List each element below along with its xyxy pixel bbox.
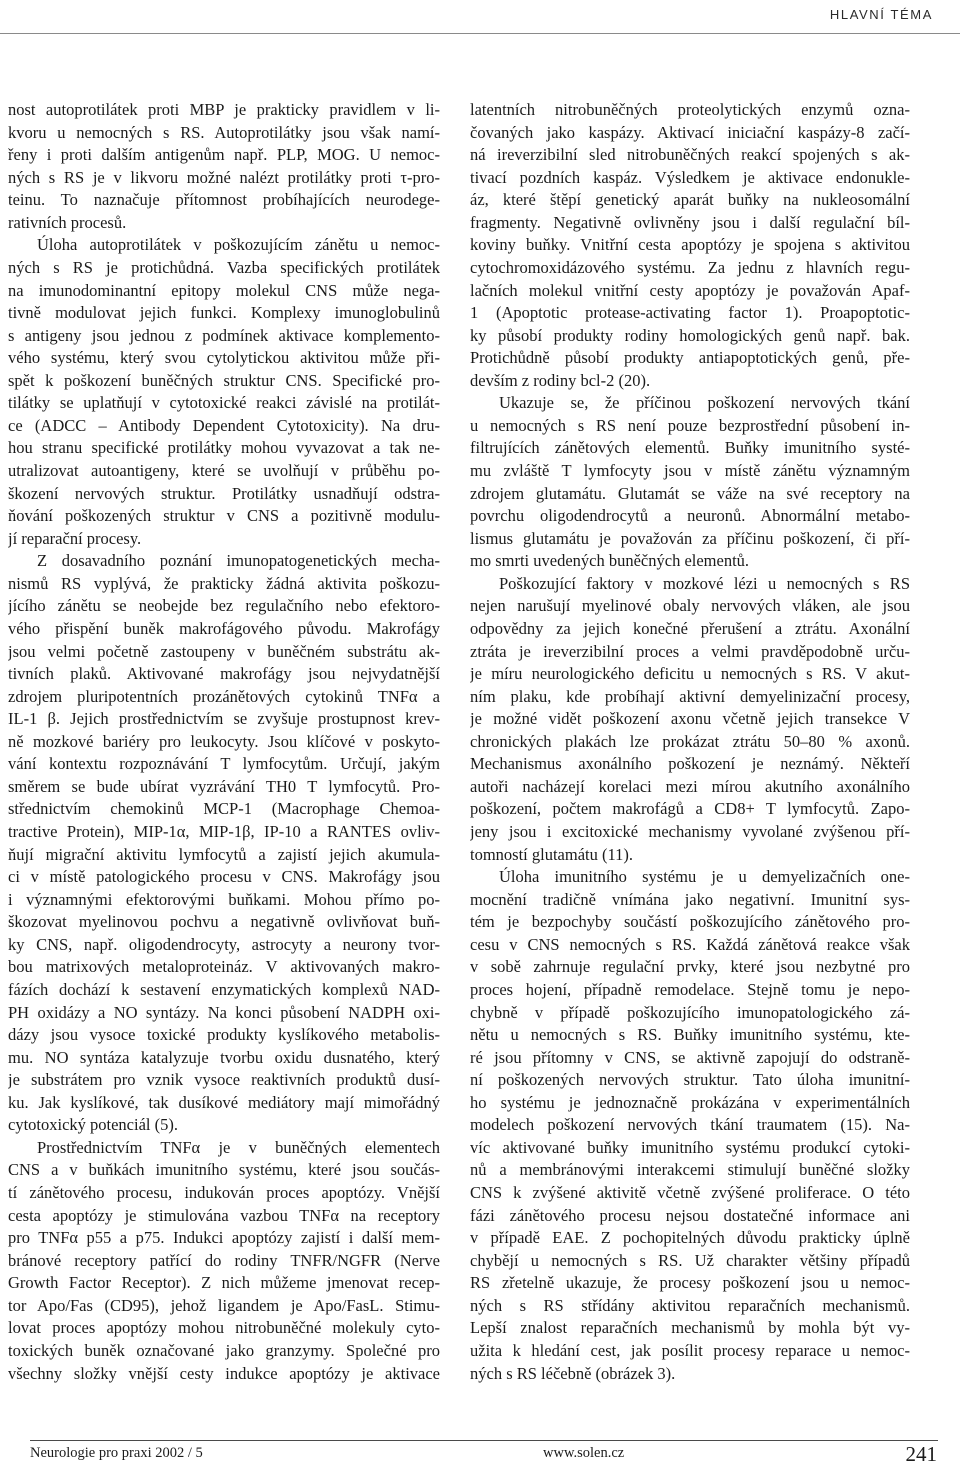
text-line: pro TNFα p55 a p75. Indukci apoptózy zajistí i další mem-: [8, 1228, 440, 1248]
text-line: koviny buňky. Vnitřní cesta apoptózy je spojena s aktivitou: [470, 235, 910, 255]
text-line: chybně v případě poškozujícího imunopatologického zá-: [470, 1002, 910, 1022]
text-line: mu zvláště T lymfocyty jsou v místě zánětu významným: [470, 461, 910, 480]
text-line: odpovědny za jejich konečné přerušení a ztrátu. Axonální: [470, 618, 910, 638]
text-line: filtrujících zánětových elementů. Buňky imunitního systé-: [470, 438, 910, 458]
text-line: cesta apoptózy je stimulována vazbou TNFα na receptory: [8, 1205, 440, 1225]
text-line: bou matrixových metaloproteináz. V aktivovaných makro-: [8, 957, 440, 977]
footer-rule: [30, 1440, 938, 1441]
text-line: nů a membránovými interakcemi stimulují buněčné složky: [470, 1160, 910, 1180]
text-line: Prostřednictvím TNFα je v buněčných elementech: [37, 1137, 440, 1157]
text-line: mu. NO syntáza katalyzuje tvorbu oxidu dusnatého, který: [8, 1047, 440, 1067]
text-line: směrem se bude ubírat vyzrávání TH0 T lymfocytů. Pro-: [8, 776, 440, 796]
text-line: rativních procesů.: [8, 212, 127, 232]
text-line: IL-1 β. Jejich prostřednictvím se zvyšuje prostupnost krev-: [8, 709, 440, 729]
text-line: vého systému, který svou cytolytickou aktivitou může při-: [8, 348, 440, 368]
text-line: proces hojení, případně remodelace. Stejně tomu je nepo-: [470, 979, 910, 999]
text-line: autoři nacházejí korelaci mezi mírou akutního axonálního: [470, 776, 910, 796]
text-line: cytochromoxidázového systému. Za jednu z hlavních regu-: [470, 257, 910, 277]
text-line: CNS k zvýšené aktivitě včetně zvýšené proliferace. O této: [470, 1183, 910, 1202]
text-line: nost autoprotilátek proti MBP je prakticky pravidlem v li-: [8, 100, 440, 119]
text-line: střednictvím chemokinů MCP-1 (Macrophage Chemoa-: [8, 799, 440, 819]
text-line: ky působí produkty rodiny homologických genů např. bak.: [470, 325, 910, 345]
text-line: čovaných jako kaspázy. Aktivací iniciační kaspázy-8 začí-: [470, 122, 910, 142]
text-line: škozovat myelinovou pochvu a negativně ovlivňovat buň-: [8, 912, 440, 932]
text-line: v sobě zahrnuje regulační prvky, které jsou nezbytné pro: [470, 957, 910, 977]
text-line: ho systému je jednoznačně prokázána v experimentálních: [470, 1092, 910, 1112]
right-column: [470, 99, 910, 1385]
paragraph: [470, 866, 910, 1385]
text-line: vého přispění buněk makrofágového původu. Makrofágy: [8, 618, 440, 638]
text-line: ně mozkové bariéry pro leukocyty. Jsou klíčové v poskyto-: [8, 731, 440, 751]
text-line: jícího zánětu se neobejde bez regulačního nebo efektoro-: [8, 596, 440, 616]
text-line: i významnými efektorovými buňkami. Mohou přímo po-: [8, 889, 440, 909]
text-line: ré jsou přítomny v CNS, se aktivně zapojují do odstraně-: [470, 1047, 910, 1067]
text-line: je možné vidět poškození axonu včetně jejich transekce V: [470, 709, 910, 729]
text-line: 1 (Apoptotic protease-activating factor 1). Proapoptotic-: [470, 303, 910, 323]
text-line: ných s RS je protichůdná. Vazba specifických protilátek: [8, 257, 440, 277]
text-line: toxických buněk označované jako granzymy. Společné pro: [8, 1340, 440, 1360]
text-line: ci v místě patologického procesu v CNS. Makrofágy jsou: [8, 867, 440, 887]
paragraph: [8, 234, 440, 550]
text-line: kvoru u nemocných s RS. Autoprotilátky jsou však namí-: [8, 122, 440, 142]
text-line: poškození, počtem makrofágů a CD8+ T lymfocytů. Zapo-: [470, 799, 910, 819]
text-line: tractive Protein), MIP-1α, MIP-1β, IP-10 a RANTES ovliv-: [8, 822, 440, 841]
header-rule: [0, 33, 960, 34]
paragraph: [8, 1137, 440, 1385]
text-line: fragmenty. Negativně ovlivněny jsou i další regulační bíl-: [470, 212, 910, 232]
text-line: ky CNS, např. oligodendrocyty, astrocyty a neurony tvor-: [8, 934, 440, 954]
text-line: utralizovat autoantigeny, které se uvolňují v průběhu po-: [8, 461, 440, 480]
text-line: nismů RS vyplývá, že prakticky žádná aktivita poškozu-: [8, 573, 440, 593]
text-line: latentních nitrobuněčných proteolytických enzymů ozna-: [470, 100, 910, 119]
text-line: v případě EAE. Z pochopitelných důvodu prakticky úplně: [470, 1228, 910, 1248]
footer-journal-name: Neurologie pro praxi 2002 / 5: [30, 1445, 203, 1461]
text-line: ňují migrační aktivitu lymfocytů a zajistí jejich akumula-: [8, 844, 440, 864]
text-line: Growth Factor Receptor). Z nich můžeme jmenovat recep-: [8, 1273, 440, 1293]
text-line: nětu u nemocných s RS. Buňky imunitního systému, kte-: [470, 1025, 910, 1045]
text-line: u nemocných s RS není pouze bezprostřední působení in-: [470, 415, 910, 435]
text-line: povrchu oligodendrocytů a neuronů. Abnormální metabo-: [470, 506, 910, 526]
page-number: 241: [905, 1442, 937, 1466]
text-line: užita k hledání cest, jak posílit procesy reparace u nemoc-: [470, 1340, 910, 1360]
text-line: vání kontextu rozpoznávání T lymfocytům. Určují, jakým: [8, 754, 440, 774]
text-line: teinu. To naznačuje přítomnost probíhajících neurodege-: [8, 190, 440, 210]
text-line: ných s RS je v likvoru možné nalézt protilátky proti τ-pro-: [8, 167, 440, 187]
text-line: zdrojem pluripotentních prozánětových cytokinů TNFα a: [8, 686, 440, 706]
text-line: tém je bezpochyby součástí poškozujícího zánětového pro-: [470, 912, 910, 932]
text-line: škození nervových struktur. Protilátky usnadňují odstra-: [8, 483, 440, 503]
text-line: lačních molekul vnitřní cesty apoptózy je považován Apaf-: [470, 280, 910, 300]
text-line: Úloha imunitního systému je u demyelizačních one-: [499, 867, 910, 887]
paragraph: [470, 573, 910, 866]
text-line: ku. Jak kyslíkové, tak dusíkové mediátory mají mimořádný: [8, 1092, 440, 1112]
text-line: nejen narušují myelinové obaly nervových vláken, ale jsou: [470, 596, 910, 616]
paragraph-continued: [8, 99, 440, 234]
text-line: tomností glutamátu (11).: [470, 844, 633, 864]
text-line: řeny i proti dalším antigenům např. PLP, MOG. U nemoc-: [8, 145, 440, 165]
text-line: jeny jsou i excitoxické mechanismy vyvolané zvýšenou pří-: [470, 822, 910, 841]
text-line: Ukazuje se, že příčinou poškození nervových tkání: [499, 393, 910, 413]
section-title: HLAVNÍ TÉMA: [829, 7, 933, 22]
text-line: ce (ADCC – Antibody Dependent Cytotoxicity). Na dru-: [8, 415, 440, 435]
text-line: modelech poškození nervových tkání traumatem (15). Na-: [470, 1115, 910, 1135]
text-line: ňování poškozených struktur v CNS a pozitivně modulu-: [8, 506, 440, 526]
text-line: dázy jsou vysoce toxické produkty kyslíkového metabolis-: [8, 1025, 440, 1045]
text-line: tor Apo/Fas (CD95), jehož ligandem je Apo/FasL. Stimu-: [8, 1295, 440, 1315]
text-line: je míru neurologického deficitu u nemocných s RS. V akut-: [470, 664, 910, 684]
text-line: cesu v CNS nemocných s RS. Každá zánětová reakce však: [470, 934, 910, 954]
text-line: tí zánětového procesu, indukován proces apoptózy. Vnější: [8, 1183, 440, 1202]
text-line: jsou velmi početně zastoupeny v buněčném substrátu ak-: [8, 641, 440, 661]
text-line: Úloha autoprotilátek v poškozujícím zánětu u nemoc-: [37, 235, 440, 255]
text-line: zdrojem glutamátu. Glutamát se váže na své receptory na: [470, 483, 910, 503]
text-line: Z dosavadního poznání imunopatogenetických mecha-: [37, 551, 440, 571]
text-line: s antigeny jsou jednou z podmínek aktivace komplemento-: [8, 325, 440, 345]
text-line: PH oxidázy a NO syntázy. Na konci působení NADPH oxi-: [8, 1002, 440, 1022]
text-line: lismus glutamátu je považován za příčinu poškození, či pří-: [470, 528, 910, 548]
text-line: CNS a v buňkách imunitního systému, které jsou součás-: [8, 1160, 440, 1180]
text-line: fázích dochází k sestavení enzymatických komplexů NAD-: [8, 979, 440, 999]
text-line: jí reparační procesy.: [8, 528, 142, 548]
text-line: áz, které štěpí genetický aparát buňky na nukleosomální: [470, 190, 910, 210]
text-line: Protichůdně působí produkty antiapoptotických genů, pře-: [470, 348, 910, 368]
text-line: chybějí u nemocných s RS. Už charakter většiny případů: [470, 1250, 910, 1270]
text-line: je substrátem pro vznik vysoce reaktivních produktů dusí-: [8, 1070, 440, 1090]
text-line: tivně modulovat jejich funkci. Komplexy imunoglobulinů: [8, 303, 440, 323]
text-line: RS zřetelně ukazuje, že procesy poškození jsou u nemoc-: [470, 1273, 910, 1293]
text-line: ním plaku, kde probíhají aktivní demyelinizační procesy,: [470, 686, 910, 706]
text-line: lovat proces apoptózy mohou nitrobuněčné molekuly cyto-: [8, 1318, 440, 1338]
text-line: mocnění tradičně vnímána jako negativní. Imunitní sys-: [470, 889, 910, 909]
text-line: tivních plaků. Aktivované makrofágy jsou nejvydatnější: [8, 664, 440, 684]
text-line: devším z rodiny bcl-2 (20).: [470, 370, 651, 390]
text-line: fázi zánětového procesu nejsou dostatečné informace ani: [470, 1205, 910, 1225]
paragraph: [470, 392, 910, 573]
text-line: Mechanismus axonálního poškození je neznámý. Někteří: [470, 754, 910, 774]
footer-website: www.solen.cz: [543, 1445, 625, 1461]
text-line: ztráta je ireverzibilní proces a velmi pravděpodobně urču-: [470, 641, 910, 661]
text-line: ná ireverzibilní sled nitrobuněčných reakcí spojených s ak-: [470, 145, 910, 165]
text-line: Lepší znalost reparačních mechanismů by mohla být vy-: [470, 1318, 910, 1338]
text-line: tivací pozdních kaspáz. Výsledkem je aktivace endonukle-: [470, 167, 910, 187]
text-line: hou stranu specifické protilátky mohou vyvazovat a tak ne-: [8, 438, 440, 458]
left-column: [8, 99, 440, 1385]
text-line: Poškozující faktory v mozkové lézi u nemocných s RS: [499, 573, 910, 593]
text-line: tilátky se uplatňují v cytotoxické reakci závislé na protilát-: [8, 393, 440, 413]
text-line: ní poškozených nervových struktur. Tato úloha imunitní-: [470, 1070, 910, 1090]
text-line: bránové receptory patřící do rodiny TNFR/NGFR (Nerve: [8, 1250, 440, 1270]
paragraph: [8, 550, 440, 1137]
text-line: mo smrti uvedených buněčných elementů.: [470, 551, 750, 571]
text-line: víc aktivované buňky imunitního systému produkcí cytoki-: [470, 1137, 910, 1157]
text-line: chronických plakách lze prokázat ztrátu 50–80 % axonů.: [470, 731, 910, 751]
paragraph-continued: [470, 99, 910, 392]
text-line: cytotoxický potenciál (5).: [8, 1115, 178, 1135]
text-line: na imunodominantní epitopy molekul CNS může nega-: [8, 280, 440, 300]
text-line: ných s RS střídány aktivitou reparačních mechanismů.: [470, 1295, 910, 1315]
text-line: ných s RS léčebně (obrázek 3).: [470, 1363, 676, 1383]
text-line: všechny složky vnější cesty indukce apoptózy je aktivace: [8, 1363, 440, 1383]
text-line: spět k poškození buněčných struktur CNS. Specifické pro-: [8, 370, 440, 390]
